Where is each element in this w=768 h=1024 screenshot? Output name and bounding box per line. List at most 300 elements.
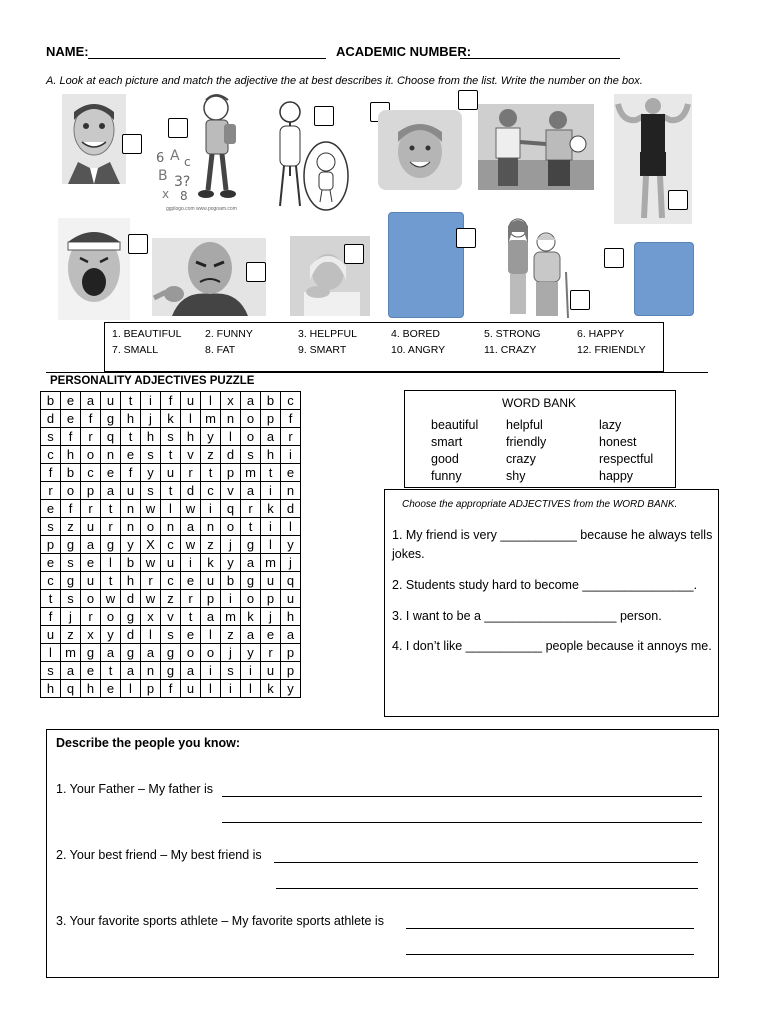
puzzle-cell[interactable]: z [201,536,221,554]
puzzle-cell[interactable]: e [81,554,101,572]
puzzle-cell[interactable]: c [161,572,181,590]
answer-line[interactable] [276,888,698,889]
photo-cartoon-boy-letters [150,90,250,214]
puzzle-cell[interactable]: r [141,572,161,590]
puzzle-cell[interactable]: e [61,410,81,428]
puzzle-cell[interactable]: i [261,518,281,536]
puzzle-cell[interactable]: i [241,662,261,680]
answer-box-10[interactable] [456,228,476,248]
puzzle-cell[interactable]: y [281,680,301,698]
answer-box-6[interactable] [668,190,688,210]
puzzle-cell[interactable]: w [141,554,161,572]
puzzle-cell[interactable]: n [281,482,301,500]
puzzle-row [41,554,301,572]
puzzle-row [41,680,301,698]
puzzle-row [41,482,301,500]
puzzle-cell[interactable]: j [281,554,301,572]
puzzle-cell[interactable]: f [61,500,81,518]
puzzle-cell[interactable]: t [101,500,121,518]
describe-item: 1. Your Father – My father is [56,782,214,796]
puzzle-cell[interactable]: b [221,572,241,590]
puzzle-cell[interactable]: e [261,626,281,644]
puzzle-cell[interactable]: s [141,446,161,464]
puzzle-cell[interactable]: a [81,536,101,554]
puzzle-cell[interactable]: i [181,554,201,572]
answer-box-12[interactable] [604,248,624,268]
puzzle-cell[interactable]: a [81,392,101,410]
blank-picture-placeholder-2 [634,242,694,316]
word-bank-word: respectful [599,452,654,466]
answer-box-8[interactable] [246,262,266,282]
puzzle-cell[interactable]: h [61,446,81,464]
puzzle-cell[interactable]: v [221,482,241,500]
puzzle-cell[interactable]: t [101,662,121,680]
puzzle-cell[interactable]: r [181,464,201,482]
puzzle-cell[interactable]: r [81,428,101,446]
puzzle-cell[interactable]: h [41,680,61,698]
puzzle-cell[interactable]: s [41,518,61,536]
puzzle-cell[interactable]: y [141,464,161,482]
puzzle-cell[interactable]: g [121,608,141,626]
puzzle-cell[interactable]: l [161,500,181,518]
puzzle-cell[interactable]: t [261,464,281,482]
academic-number-label: ACADEMIC NUMBER: [336,44,472,59]
academic-number-field[interactable] [460,58,620,59]
svg-text:B: B [158,168,168,184]
puzzle-cell[interactable]: e [101,464,121,482]
puzzle-cell[interactable]: f [161,392,181,410]
puzzle-cell[interactable]: w [141,500,161,518]
puzzle-cell[interactable]: h [121,572,141,590]
puzzle-cell[interactable]: o [181,644,201,662]
puzzle-cell[interactable]: n [161,518,181,536]
puzzle-cell[interactable]: t [121,428,141,446]
puzzle-cell[interactable]: r [281,428,301,446]
puzzle-cell[interactable]: a [181,662,201,680]
puzzle-cell[interactable]: s [61,590,81,608]
puzzle-cell[interactable]: o [201,644,221,662]
answer-box-1[interactable] [122,134,142,154]
puzzle-cell[interactable]: u [41,626,61,644]
puzzle-cell[interactable]: a [241,626,261,644]
puzzle-cell[interactable]: e [281,464,301,482]
word-bank-word: smart [431,435,463,449]
puzzle-cell[interactable]: o [241,410,261,428]
word-bank-word: happy [599,469,634,483]
puzzle-cell[interactable]: q [61,680,81,698]
word-bank-word: shy [506,469,526,483]
puzzle-cell[interactable]: h [81,680,101,698]
puzzle-cell[interactable]: n [121,500,141,518]
svg-text:x: x [162,187,170,201]
question-item: 2. Students study hard to become ________________. [392,578,698,592]
puzzle-cell[interactable]: p [41,536,61,554]
puzzle-cell[interactable]: i [221,590,241,608]
puzzle-cell[interactable]: a [121,662,141,680]
puzzle-cell[interactable]: j [261,608,281,626]
puzzle-cell[interactable]: u [161,464,181,482]
puzzle-cell[interactable]: o [61,482,81,500]
adjective-item: 1. BEAUTIFUL [112,328,182,340]
puzzle-cell[interactable]: w [101,590,121,608]
answer-box-7[interactable] [128,234,148,254]
puzzle-cell[interactable]: u [161,554,181,572]
puzzle-cell[interactable]: b [41,392,61,410]
puzzle-cell[interactable]: y [121,536,141,554]
question-item: 4. I don’t like ___________ people because it annoys me. [392,639,712,653]
puzzle-cell[interactable]: j [221,644,241,662]
puzzle-cell[interactable]: u [81,518,101,536]
puzzle-cell[interactable]: l [201,392,221,410]
puzzle-cell[interactable]: y [201,428,221,446]
puzzle-cell[interactable]: a [201,608,221,626]
puzzle-cell[interactable]: z [61,518,81,536]
answer-line[interactable] [406,954,694,955]
puzzle-cell[interactable]: s [61,554,81,572]
word-bank-title: WORD BANK [502,396,577,410]
puzzle-cell[interactable]: c [41,446,61,464]
adjective-item: 11. CRAZY [484,344,537,356]
puzzle-cell[interactable]: g [161,662,181,680]
puzzle-cell[interactable]: g [121,644,141,662]
photo-handshake [478,104,594,190]
puzzle-cell[interactable]: n [221,410,241,428]
answer-box-11[interactable] [570,290,590,310]
puzzle-cell[interactable]: u [281,590,301,608]
puzzle-cell[interactable]: q [221,500,241,518]
puzzle-cell[interactable]: t [161,482,181,500]
puzzle-cell[interactable]: d [181,482,201,500]
puzzle-cell[interactable]: a [101,644,121,662]
photo-shouting-man [58,218,130,320]
word-bank-word: good [431,452,459,466]
puzzle-cell[interactable]: z [221,626,241,644]
puzzle-cell[interactable]: t [241,518,261,536]
puzzle-cell[interactable]: a [261,428,281,446]
puzzle-cell[interactable]: c [281,392,301,410]
puzzle-cell[interactable]: o [101,608,121,626]
puzzle-cell[interactable]: k [161,410,181,428]
puzzle-cell[interactable]: r [261,644,281,662]
photo-smiling-boy [378,110,462,190]
puzzle-cell[interactable]: i [281,446,301,464]
puzzle-cell[interactable]: g [61,572,81,590]
puzzle-cell[interactable]: k [261,680,281,698]
puzzle-cell[interactable]: r [81,500,101,518]
puzzle-cell[interactable]: l [141,626,161,644]
puzzle-cell[interactable]: b [261,392,281,410]
section-a-instruction: A. Look at each picture and match the adjective the at best describes it. Choose from the list. Write the number on the box. [46,75,643,87]
puzzle-cell[interactable]: i [141,392,161,410]
puzzle-cell[interactable]: e [41,500,61,518]
puzzle-cell[interactable]: i [201,500,221,518]
puzzle-cell[interactable]: y [101,626,121,644]
puzzle-cell[interactable]: g [81,644,101,662]
puzzle-cell[interactable]: z [201,446,221,464]
puzzle-row [41,662,301,680]
puzzle-cell[interactable]: u [101,392,121,410]
describe-item: 2. Your best friend – My best friend is [56,848,262,862]
puzzle-cell[interactable]: b [61,464,81,482]
puzzle-cell[interactable]: l [201,680,221,698]
puzzle-cell[interactable]: l [181,410,201,428]
puzzle-cell[interactable]: o [141,518,161,536]
puzzle-cell[interactable]: u [181,680,201,698]
word-bank-word: lazy [599,418,622,432]
adjective-item: 9. SMART [298,344,347,356]
puzzle-cell[interactable]: u [261,572,281,590]
puzzle-cell[interactable]: w [181,536,201,554]
puzzle-cell[interactable]: o [221,518,241,536]
answer-box-5[interactable] [458,90,478,110]
puzzle-cell[interactable]: s [221,662,241,680]
puzzle-cell[interactable]: c [41,572,61,590]
adjective-item: 6. HAPPY [577,328,625,340]
puzzle-cell[interactable]: m [221,608,241,626]
word-bank-word: funny [431,469,462,483]
puzzle-cell[interactable]: f [281,410,301,428]
puzzle-cell[interactable]: e [61,392,81,410]
puzzle-cell[interactable]: h [261,446,281,464]
svg-text:c: c [184,155,191,169]
puzzle-cell[interactable]: m [241,464,261,482]
puzzle-cell[interactable]: j [141,410,161,428]
puzzle-cell[interactable]: l [261,536,281,554]
questions-instruction: Choose the appropriate ADJECTIVES from the WORD BANK. [402,499,678,510]
puzzle-cell[interactable]: n [141,662,161,680]
puzzle-cell[interactable]: p [261,410,281,428]
svg-text:6: 6 [156,151,165,166]
puzzle-cell[interactable]: f [121,464,141,482]
name-label: NAME: [46,44,89,59]
adjective-item: 5. STRONG [484,328,541,340]
puzzle-cell[interactable]: s [41,662,61,680]
puzzle-cell[interactable]: t [41,590,61,608]
puzzle-cell[interactable]: u [201,572,221,590]
puzzle-cell[interactable]: p [281,644,301,662]
puzzle-cell[interactable]: z [161,590,181,608]
puzzle-cell[interactable]: f [41,608,61,626]
puzzle-row [41,500,301,518]
word-bank-word: honest [599,435,637,449]
puzzle-cell[interactable]: v [181,446,201,464]
puzzle-cell[interactable]: g [101,410,121,428]
puzzle-cell[interactable]: a [181,518,201,536]
puzzle-cell[interactable]: s [161,428,181,446]
puzzle-cell[interactable]: a [61,662,81,680]
puzzle-cell[interactable]: d [281,500,301,518]
puzzle-cell[interactable]: l [201,626,221,644]
puzzle-cell[interactable]: n [101,446,121,464]
puzzle-cell[interactable]: f [61,428,81,446]
puzzle-cell[interactable]: v [161,608,181,626]
puzzle-cell[interactable]: x [141,608,161,626]
puzzle-row [41,626,301,644]
puzzle-cell[interactable]: u [81,572,101,590]
puzzle-cell[interactable]: l [221,428,241,446]
puzzle-cell[interactable]: g [161,644,181,662]
puzzle-cell[interactable]: t [101,572,121,590]
answer-line[interactable] [274,862,698,863]
puzzle-cell[interactable]: r [81,608,101,626]
puzzle-cell[interactable]: a [141,644,161,662]
puzzle-cell[interactable]: l [121,680,141,698]
puzzle-cell[interactable]: s [241,446,261,464]
puzzle-cell[interactable]: w [141,590,161,608]
puzzle-cell[interactable]: e [181,626,201,644]
word-bank-word: crazy [506,452,536,466]
puzzle-cell[interactable]: i [221,680,241,698]
puzzle-cell[interactable]: g [241,536,261,554]
photo-girl-helping-grandmother [496,214,574,322]
puzzle-title: PERSONALITY ADJECTIVES PUZZLE [50,375,255,387]
puzzle-cell[interactable]: h [141,428,161,446]
describe-title: Describe the people you know: [56,736,241,750]
puzzle-cell[interactable]: a [241,554,261,572]
adjective-item: 10. ANGRY [391,344,446,356]
word-bank-word: helpful [506,418,543,432]
puzzle-cell[interactable]: t [121,392,141,410]
puzzle-row [41,464,301,482]
puzzle-cell[interactable]: h [281,608,301,626]
answer-box-9[interactable] [344,244,364,264]
puzzle-cell[interactable]: q [101,428,121,446]
adjective-item: 3. HELPFUL [298,328,357,340]
puzzle-cell[interactable]: k [241,608,261,626]
puzzle-cell[interactable]: e [41,554,61,572]
puzzle-cell[interactable]: u [181,392,201,410]
puzzle-cell[interactable]: b [121,554,141,572]
puzzle-cell[interactable]: n [201,518,221,536]
puzzle-row [41,536,301,554]
puzzle-cell[interactable]: r [41,482,61,500]
puzzle-cell[interactable]: m [61,644,81,662]
question-item: 1. My friend is very ___________ because he always tells jokes. [392,528,713,561]
puzzle-cell[interactable]: i [261,482,281,500]
puzzle-cell[interactable]: g [241,572,261,590]
puzzle-cell[interactable]: h [181,428,201,446]
puzzle-cell[interactable]: p [221,464,241,482]
puzzle-cell[interactable]: d [41,410,61,428]
puzzle-cell[interactable]: g [101,536,121,554]
puzzle-cell[interactable]: j [221,536,241,554]
photo-tall-and-small-cartoon [262,96,358,214]
puzzle-row [41,608,301,626]
puzzle-cell[interactable]: p [141,680,161,698]
puzzle-cell[interactable]: c [201,482,221,500]
puzzle-cell[interactable]: c [81,464,101,482]
answer-box-3[interactable] [314,106,334,126]
puzzle-cell[interactable]: p [81,482,101,500]
puzzle-cell[interactable]: a [241,392,261,410]
puzzle-cell[interactable]: t [181,608,201,626]
puzzle-cell[interactable]: a [101,482,121,500]
puzzle-cell[interactable]: d [121,626,141,644]
puzzle-cell[interactable]: t [201,464,221,482]
puzzle-cell[interactable]: s [141,482,161,500]
puzzle-cell[interactable]: j [61,608,81,626]
puzzle-cell[interactable]: r [181,590,201,608]
puzzle-cell[interactable]: k [201,554,221,572]
puzzle-cell[interactable]: m [201,410,221,428]
puzzle-cell[interactable]: q [281,572,301,590]
puzzle-cell[interactable]: w [181,500,201,518]
puzzle-cell[interactable]: z [61,626,81,644]
puzzle-row [41,392,301,410]
word-search-grid [40,391,301,698]
puzzle-cell[interactable]: u [121,482,141,500]
puzzle-cell[interactable]: o [81,446,101,464]
puzzle-cell[interactable]: c [161,536,181,554]
svg-text:3?: 3? [174,174,191,190]
puzzle-cell[interactable]: o [81,590,101,608]
puzzle-cell[interactable]: l [281,518,301,536]
puzzle-row [41,428,301,446]
puzzle-cell[interactable]: r [101,518,121,536]
puzzle-cell[interactable]: d [221,446,241,464]
answer-line[interactable] [222,822,702,823]
photo-watermark: ggplogo.com www.pogoam.com [166,206,237,212]
puzzle-cell[interactable]: l [41,644,61,662]
puzzle-cell[interactable]: a [281,626,301,644]
puzzle-row [41,572,301,590]
section-divider [46,372,708,373]
puzzle-cell[interactable]: X [141,536,161,554]
puzzle-cell[interactable]: t [161,446,181,464]
puzzle-cell[interactable]: y [241,644,261,662]
puzzle-cell[interactable]: y [221,554,241,572]
puzzle-cell[interactable]: s [161,626,181,644]
puzzle-cell[interactable]: l [101,554,121,572]
puzzle-cell[interactable]: l [241,680,261,698]
puzzle-cell[interactable]: x [81,626,101,644]
svg-text:A: A [170,148,180,164]
puzzle-cell[interactable]: g [61,536,81,554]
puzzle-cell[interactable]: f [41,464,61,482]
puzzle-cell[interactable]: r [241,500,261,518]
puzzle-cell[interactable]: p [261,590,281,608]
puzzle-cell[interactable]: i [201,662,221,680]
puzzle-cell[interactable]: e [121,446,141,464]
puzzle-cell[interactable]: o [241,590,261,608]
puzzle-cell[interactable]: u [261,662,281,680]
puzzle-cell[interactable]: d [121,590,141,608]
adjective-item: 4. BORED [391,328,441,340]
puzzle-cell[interactable]: o [241,428,261,446]
adjective-item: 2. FUNNY [205,328,253,340]
puzzle-cell[interactable]: a [241,482,261,500]
puzzle-cell[interactable]: e [81,662,101,680]
puzzle-cell[interactable]: e [181,572,201,590]
answer-line[interactable] [406,928,694,929]
puzzle-cell[interactable]: f [161,680,181,698]
puzzle-cell[interactable]: n [121,518,141,536]
puzzle-cell[interactable]: s [41,428,61,446]
puzzle-cell[interactable]: f [81,410,101,428]
puzzle-cell[interactable]: e [101,680,121,698]
name-field[interactable] [88,58,326,59]
puzzle-cell[interactable]: m [261,554,281,572]
puzzle-row [41,590,301,608]
puzzle-cell[interactable]: p [281,662,301,680]
answer-line[interactable] [222,796,702,797]
puzzle-row [41,644,301,662]
puzzle-cell[interactable]: x [221,392,241,410]
puzzle-cell[interactable]: p [201,590,221,608]
puzzle-cell[interactable]: k [261,500,281,518]
puzzle-cell[interactable]: h [121,410,141,428]
puzzle-cell[interactable]: y [281,536,301,554]
